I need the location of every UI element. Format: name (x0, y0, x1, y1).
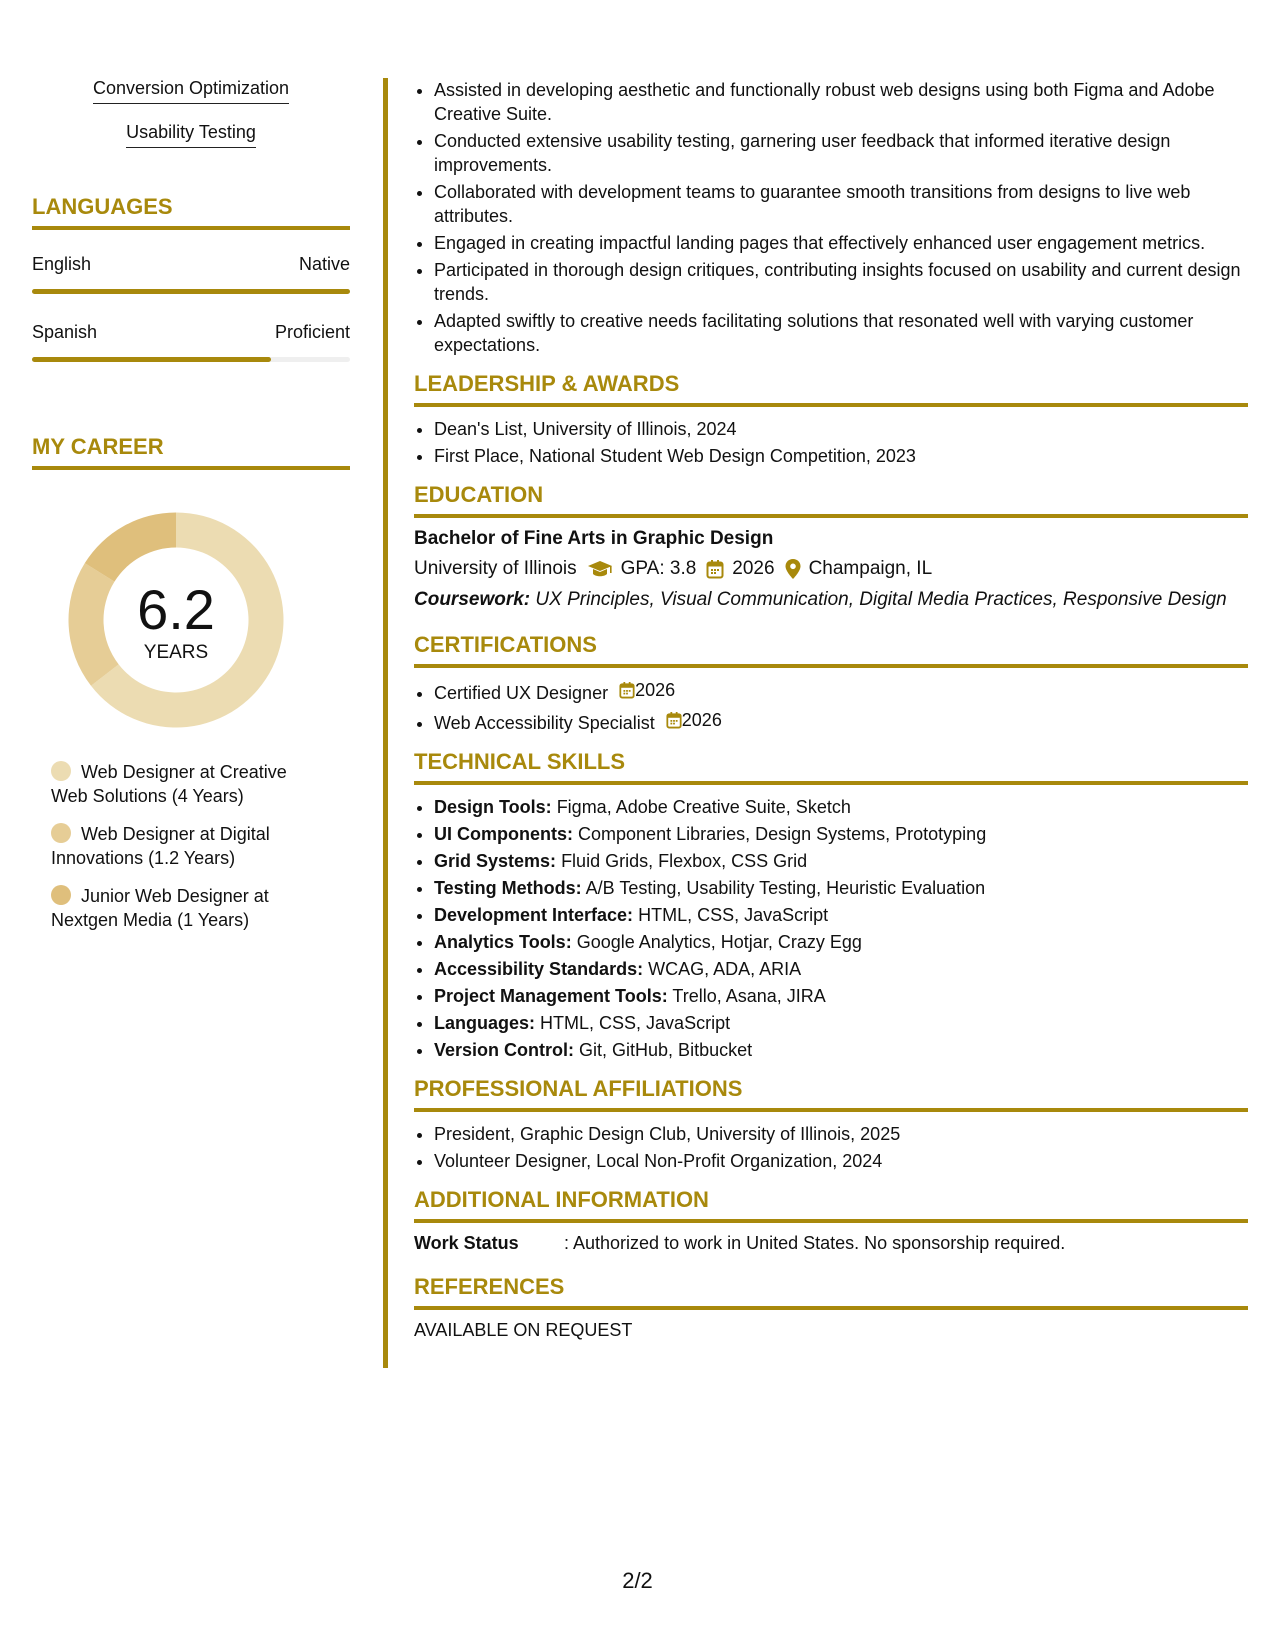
education-gpa: GPA: 3.8 (620, 558, 697, 579)
references-section (414, 1274, 1248, 1341)
education-heading: EDUCATION (414, 482, 1248, 518)
skill-value: A/B Testing, Usability Testing, Heuristic Evaluation (585, 878, 986, 898)
certification-item (434, 678, 1248, 705)
affiliation-item: • President, Graphic Design Club, University of Illinois, 2025 (434, 1122, 1248, 1146)
language-proficiency-bar (32, 289, 350, 294)
education-location: Champaign, IL (808, 558, 933, 579)
skills-list (414, 795, 1248, 1062)
certifications-section (414, 632, 1248, 735)
language-item (32, 322, 350, 362)
certification-year: 2026 (681, 710, 722, 730)
languages-heading: LANGUAGES (32, 194, 350, 230)
affiliations-list (414, 1122, 1248, 1173)
skill-value: HTML, CSS, JavaScript (638, 905, 829, 925)
education-section (414, 482, 1248, 612)
language-proficiency-bar (32, 357, 350, 362)
affiliation-item: • Volunteer Designer, Local Non-Profit Organization, 2024 (434, 1149, 1248, 1173)
skill-label: Version Control: (434, 1040, 575, 1060)
skill-label: Project Management Tools: (434, 986, 668, 1006)
legend-dot (51, 761, 71, 781)
skill-label: Languages: (434, 1013, 536, 1033)
career-total-unit: YEARS (143, 642, 209, 663)
skill-item (434, 849, 1248, 873)
skill-item (434, 984, 1248, 1008)
skill-item (434, 822, 1248, 846)
calendar-icon (666, 711, 682, 729)
calendar-icon (619, 681, 635, 699)
language-level: Proficient (274, 322, 350, 342)
skill-value: Fluid Grids, Flexbox, CSS Grid (561, 851, 808, 871)
skill-item (434, 957, 1248, 981)
graduation-cap-icon (587, 560, 613, 578)
legend-label: Web Designer at Creative Web Solutions (4 Years) (51, 762, 287, 806)
career-total-value: 6.2 (137, 578, 215, 641)
skill-item (434, 795, 1248, 819)
additional-info-heading: ADDITIONAL INFORMATION (414, 1187, 1248, 1223)
career-donut-chart (66, 510, 286, 730)
experience-bullet: • Conducted extensive usability testing, garnering user feedback that informed iterative design improvements. (434, 129, 1248, 177)
skill-label: Accessibility Standards: (434, 959, 644, 979)
location-pin-icon (785, 559, 801, 579)
experience-bullet: • Engaged in creating impactful landing pages that effectively enhanced user engagement metrics. (434, 231, 1248, 255)
column-divider (383, 78, 388, 1368)
references-heading: REFERENCES (414, 1274, 1248, 1310)
skill-tags (32, 78, 350, 166)
skill-label: Design Tools: (434, 797, 552, 817)
career-section (32, 434, 350, 932)
language-name: Spanish (32, 322, 98, 342)
experience-bullets (414, 78, 1248, 357)
languages-section (32, 194, 350, 362)
legend-dot (51, 885, 71, 905)
career-legend-item (51, 822, 301, 870)
skill-value: HTML, CSS, JavaScript (540, 1013, 731, 1033)
skill-value: Trello, Asana, JIRA (672, 986, 826, 1006)
skill-value: Git, GitHub, Bitbucket (579, 1040, 753, 1060)
experience-bullet: • Assisted in developing aesthetic and functionally robust web designs using both Figma and Adobe Creative Suite. (434, 78, 1248, 126)
skill-value: Figma, Adobe Creative Suite, Sketch (556, 797, 851, 817)
experience-bullet: • Collaborated with development teams to guarantee smooth transitions from designs to live web attributes. (434, 180, 1248, 228)
work-status-value: : Authorized to work in United States. No sponsorship required. (564, 1233, 1066, 1253)
certification-item (434, 708, 1248, 735)
legend-label: Junior Web Designer at Nextgen Media (1 Years) (51, 886, 269, 930)
career-legend-item (51, 760, 301, 808)
skill-item (434, 1038, 1248, 1062)
skill-value: Component Libraries, Design Systems, Prototyping (578, 824, 987, 844)
page-number: 2/2 (622, 1568, 653, 1593)
career-heading: MY CAREER (32, 434, 350, 470)
language-item (32, 254, 350, 294)
skill-label: UI Components: (434, 824, 573, 844)
education-meta (414, 558, 1248, 580)
calendar-icon (706, 559, 724, 579)
skill-item (434, 876, 1248, 900)
career-legend-item (51, 884, 301, 932)
certification-name: Certified UX Designer (434, 683, 609, 703)
education-coursework (414, 588, 1248, 612)
leadership-heading: LEADERSHIP & AWARDS (414, 371, 1248, 407)
affiliations-heading: PROFESSIONAL AFFILIATIONS (414, 1076, 1248, 1112)
skill-value: Google Analytics, Hotjar, Crazy Egg (576, 932, 862, 952)
leadership-list (414, 417, 1248, 468)
career-donut-segment (85, 513, 176, 582)
skills-section (414, 749, 1248, 1062)
coursework-value: UX Principles, Visual Communication, Digital Media Practices, Responsive Design (535, 589, 1227, 610)
skill-item (434, 930, 1248, 954)
experience-bullet: • Adapted swiftly to creative needs facilitating solutions that resonated well with varying customer expectations. (434, 309, 1248, 357)
leadership-item: • Dean's List, University of Illinois, 2024 (434, 417, 1248, 441)
certification-year: 2026 (635, 680, 676, 700)
education-school: University of Illinois (414, 558, 577, 579)
certifications-list (414, 678, 1248, 735)
certification-name: Web Accessibility Specialist (434, 713, 655, 733)
right-column (414, 78, 1248, 1341)
skill-item (434, 1011, 1248, 1035)
skill-label: Analytics Tools: (434, 932, 572, 952)
work-status-row (414, 1233, 1248, 1254)
skill-label: Development Interface: (434, 905, 634, 925)
additional-info-section (414, 1187, 1248, 1254)
language-proficiency-fill (32, 289, 350, 294)
skill-item (434, 903, 1248, 927)
skill-value: WCAG, ADA, ARIA (648, 959, 802, 979)
coursework-label: Coursework: (414, 589, 531, 610)
skills-heading: TECHNICAL SKILLS (414, 749, 1248, 785)
certifications-heading: CERTIFICATIONS (414, 632, 1248, 668)
references-text: AVAILABLE ON REQUEST (414, 1320, 633, 1340)
skill-tag: Usability Testing (126, 122, 256, 148)
leadership-section (414, 371, 1248, 468)
work-status-label: Work Status (414, 1233, 519, 1253)
career-legend (51, 760, 350, 932)
language-level: Native (298, 254, 350, 274)
language-name: English (32, 254, 92, 274)
affiliations-section (414, 1076, 1248, 1173)
skill-tag: Conversion Optimization (93, 78, 289, 104)
skill-label: Grid Systems: (434, 851, 557, 871)
experience-bullet: • Participated in thorough design critiques, contributing insights focused on usability and current design trends. (434, 258, 1248, 306)
education-year: 2026 (732, 558, 775, 579)
skill-label: Testing Methods: (434, 878, 582, 898)
leadership-item: • First Place, National Student Web Design Competition, 2023 (434, 444, 1248, 468)
legend-dot (51, 823, 71, 843)
education-degree: Bachelor of Fine Arts in Graphic Design (414, 528, 774, 549)
legend-label: Web Designer at Digital Innovations (1.2 Years) (51, 824, 270, 868)
language-proficiency-fill (32, 357, 271, 362)
left-column (32, 78, 350, 946)
